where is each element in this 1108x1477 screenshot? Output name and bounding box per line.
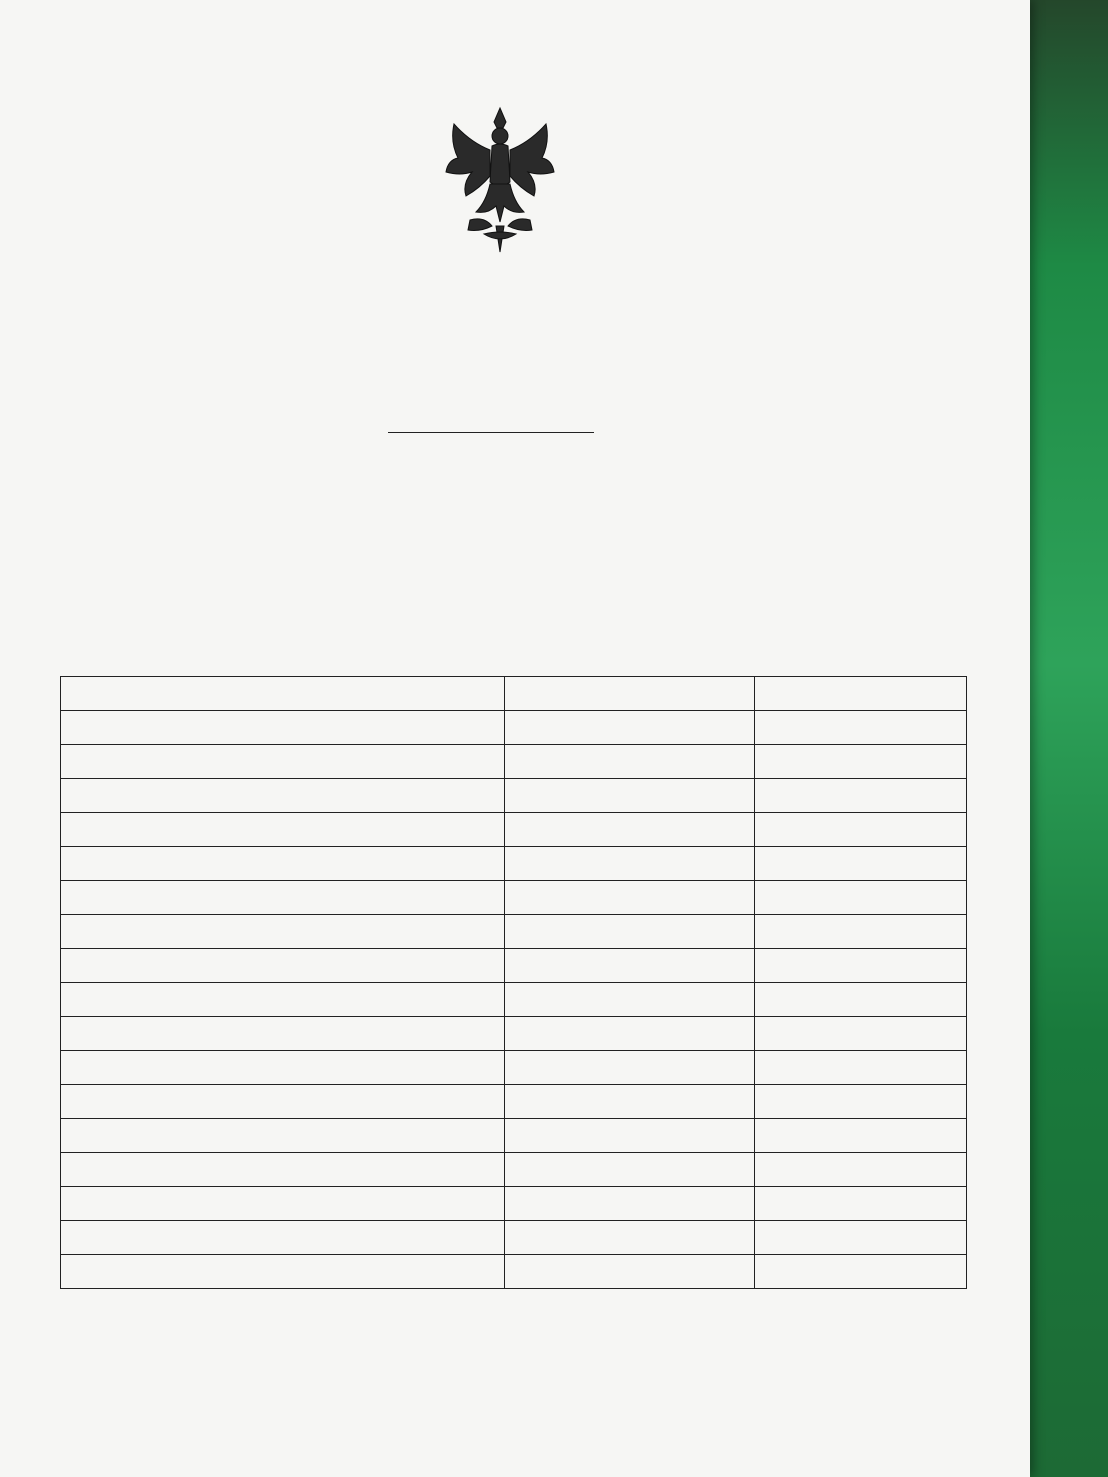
- table-cell: [61, 745, 505, 779]
- table-cell: [504, 1119, 754, 1153]
- table-cell: [504, 983, 754, 1017]
- table-row: [61, 1255, 967, 1289]
- table-cell: [504, 1051, 754, 1085]
- table-cell: [504, 1153, 754, 1187]
- table-cell: [61, 1187, 505, 1221]
- table-cell: [754, 1255, 966, 1289]
- table-row: [61, 1051, 967, 1085]
- table-cell: [754, 1187, 966, 1221]
- table-cell: [61, 1221, 505, 1255]
- table-row: [61, 915, 967, 949]
- table-cell: [754, 1153, 966, 1187]
- table-cell: [504, 1187, 754, 1221]
- table-cell: [504, 779, 754, 813]
- table-row: [61, 745, 967, 779]
- table-row: [61, 983, 967, 1017]
- table-row: [61, 881, 967, 915]
- table-row: [61, 711, 967, 745]
- table-cell: [504, 813, 754, 847]
- table-row: [61, 1221, 967, 1255]
- table-cell: [504, 1255, 754, 1289]
- table-cell: [61, 1085, 505, 1119]
- background-green: [1018, 0, 1108, 1477]
- table-cell: [61, 779, 505, 813]
- table-cell: [504, 1017, 754, 1051]
- table-cell: [61, 983, 505, 1017]
- table-cell: [754, 1017, 966, 1051]
- table-cell: [61, 847, 505, 881]
- table-cell: [504, 915, 754, 949]
- table-cell: [61, 711, 505, 745]
- table-cell: [754, 813, 966, 847]
- table-cell: [754, 711, 966, 745]
- table-cell: [754, 983, 966, 1017]
- table-row: [61, 1119, 967, 1153]
- table-row: [61, 779, 967, 813]
- table-cell: [61, 813, 505, 847]
- table-row: [61, 949, 967, 983]
- table-cell: [504, 745, 754, 779]
- table-cell: [61, 1017, 505, 1051]
- table-cell: [504, 847, 754, 881]
- table-cell: [754, 915, 966, 949]
- table-cell: [61, 1255, 505, 1289]
- table-row: [61, 1085, 967, 1119]
- table-cell: [754, 1119, 966, 1153]
- table-row: [61, 1153, 967, 1187]
- table-cell: [61, 1051, 505, 1085]
- table-row: [61, 847, 967, 881]
- report-table: [60, 676, 967, 1289]
- table-cell: [754, 847, 966, 881]
- table-row: [61, 677, 967, 711]
- garuda-emblem-icon: [440, 102, 560, 262]
- table-cell: [504, 1221, 754, 1255]
- table-cell: [504, 1085, 754, 1119]
- table-cell: [754, 881, 966, 915]
- table-cell: [754, 1051, 966, 1085]
- table-cell: [754, 1085, 966, 1119]
- table-row: [61, 813, 967, 847]
- header-divider: [388, 432, 594, 433]
- table-cell: [504, 677, 754, 711]
- table-cell: [61, 915, 505, 949]
- table-cell: [754, 677, 966, 711]
- table-cell: [754, 745, 966, 779]
- table-cell: [504, 881, 754, 915]
- table-cell: [61, 881, 505, 915]
- table-cell: [61, 1153, 505, 1187]
- table-cell: [504, 711, 754, 745]
- table-cell: [754, 779, 966, 813]
- table-cell: [754, 949, 966, 983]
- table-cell: [61, 949, 505, 983]
- table-cell: [504, 949, 754, 983]
- table-cell: [61, 677, 505, 711]
- table-row: [61, 1187, 967, 1221]
- table-row: [61, 1017, 967, 1051]
- table-cell: [61, 1119, 505, 1153]
- table-cell: [754, 1221, 966, 1255]
